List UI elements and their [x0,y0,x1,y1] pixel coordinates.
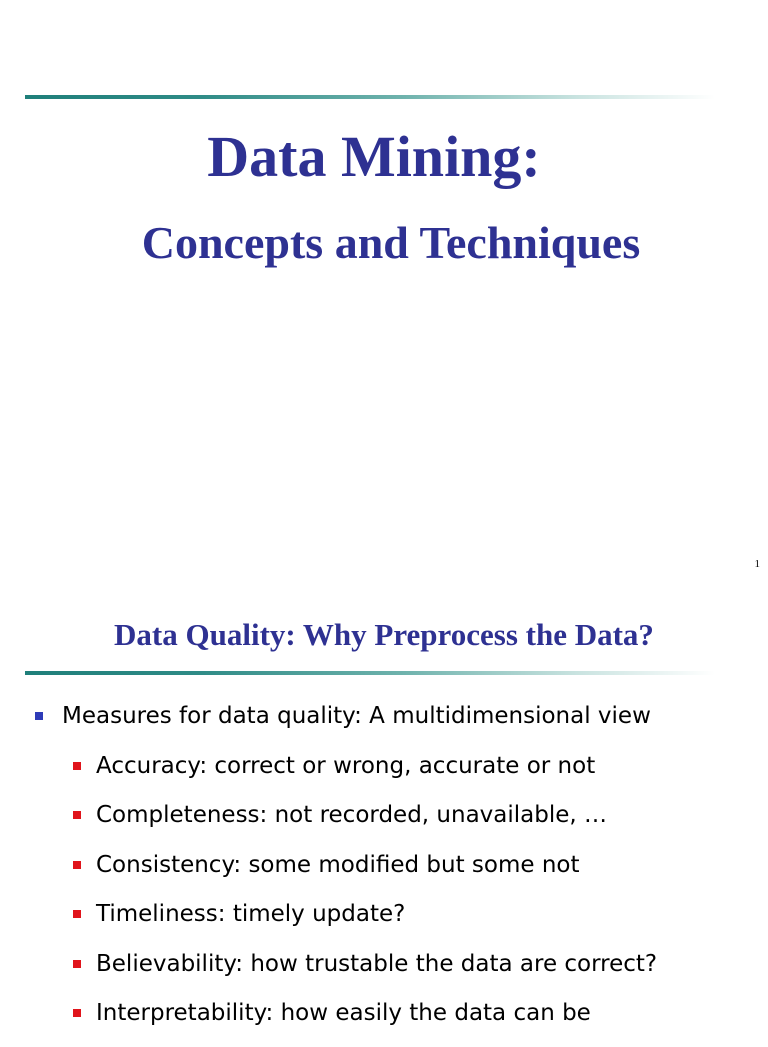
bullet-text: Interpretability: how easily the data can be [96,1000,591,1026]
square-bullet-icon [73,1009,81,1017]
square-bullet-icon [73,811,81,819]
bullet-text: Accuracy: correct or wrong, accurate or not [96,752,596,779]
section-title: Data Quality: Why Preprocess the Data? [114,617,654,652]
square-bullet-icon [73,910,81,918]
bullet-item [0,997,768,1047]
bullet-item [0,948,768,998]
slide-title: Data Mining: [207,124,541,189]
bullet-text: Believability: how trustable the data are correct? [96,950,658,977]
page-number: 1 [754,558,760,570]
bullet-text: Measures for data quality: A multidimensional view [62,703,651,729]
square-bullet-icon [73,861,81,869]
bullet-text: Consistency: some modified but some not [96,851,580,878]
bullet-text: Completeness: not recorded, unavailable, … [96,802,608,828]
bullet-item [0,700,768,750]
slide-subtitle: Concepts and Techniques [141,217,641,268]
bullet-item [0,799,768,849]
bullet-text: Timeliness: timely update? [96,901,406,927]
square-bullet-icon [35,712,43,720]
square-bullet-icon [73,762,81,770]
bullet-item [0,898,768,948]
top-divider [25,95,715,99]
section-divider [25,671,715,675]
bullet-item [0,849,768,899]
square-bullet-icon [73,960,81,968]
bullet-list [0,700,768,1047]
bullet-item [0,750,768,800]
